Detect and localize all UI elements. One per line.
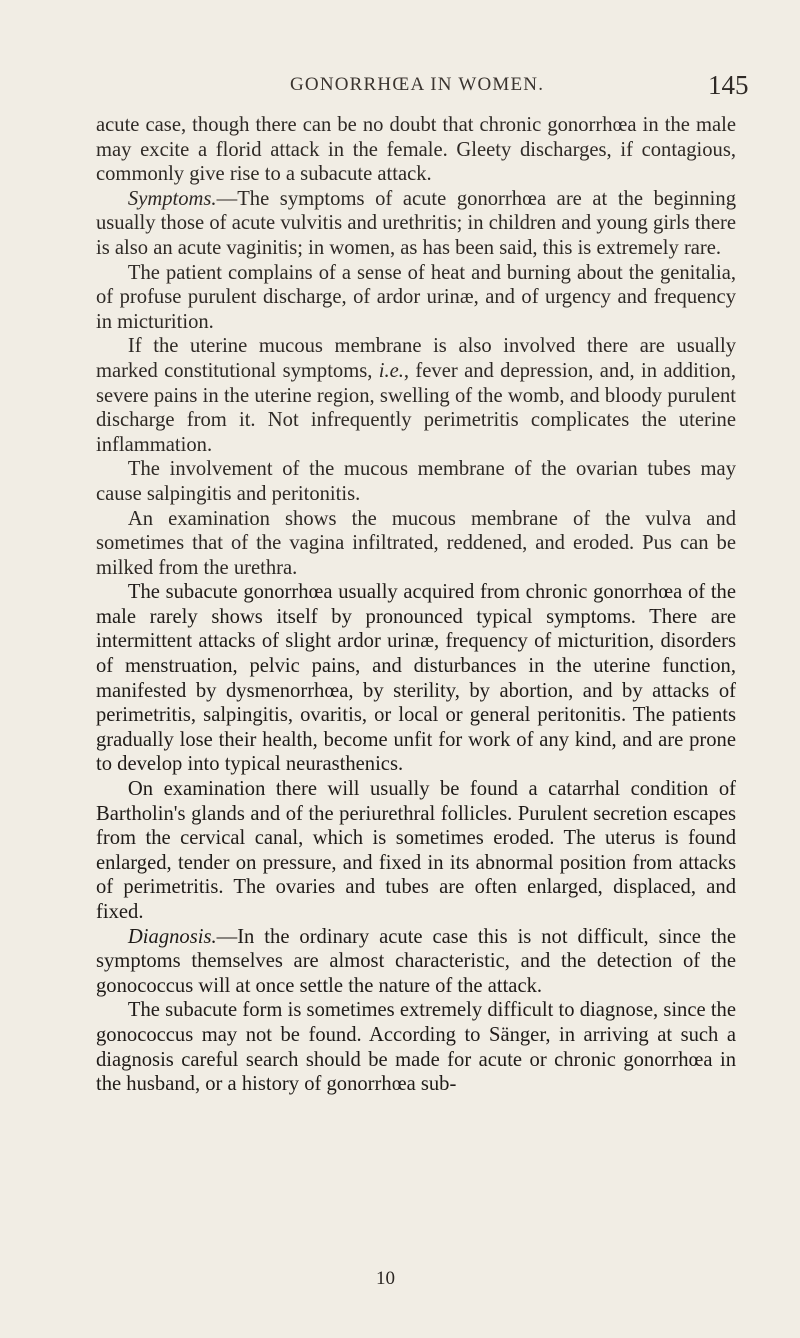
paragraph-text: —The symptoms of acute gonorrhœa are at the beginning usually those of acute vulvitis and urethritis; in children and young girls there is also an acute vaginitis; in women, as has been said, this is extremely rare. [96, 187, 736, 259]
signature-mark: 10 [376, 1268, 395, 1289]
paragraph [96, 187, 736, 261]
paragraph-text: If the uterine mucous membrane is also involved there are usually marked constitutional symptoms, [96, 335, 736, 382]
page-number: 145 [708, 70, 749, 100]
paragraph: The patient complains of a sense of heat and burning about the genitalia, of profuse purulent discharge, of ardor urinæ, and of urgency and frequency in micturition. [96, 261, 736, 333]
running-title: GONORRHŒA IN WOMEN. [290, 74, 545, 95]
page-header [0, 66, 800, 106]
paragraph [96, 334, 736, 457]
paragraph-text: , fever and depression, and, in addition, severe pains in the uterine region, swelling of the womb, and bloody purulent discharge from it. Not infrequently perimetritis complicates the uterine inflammation. [96, 359, 736, 456]
paragraph [96, 925, 736, 999]
paragraph: The subacute form is sometimes extremely difficult to diagnose, since the gonococcus may not be found. According to Sänger, in arriving at such a diagnosis careful search should be made for acute or chronic gonorrhœa in the husband, or a history of gonorrhœa sub- [96, 999, 736, 1096]
paragraph-text: —In the ordinary acute case this is not difficult, since the symptoms themselves are almost characteristic, and the detection of the gonococcus will at once settle the nature of the attack. [96, 925, 736, 997]
section-heading-diagnosis: Diagnosis. [127, 925, 217, 948]
paragraph: The involvement of the mucous membrane of the ovarian tubes may cause salpingitis and peritonitis. [96, 458, 736, 505]
paragraph: On examination there will usually be found a catarrhal condition of Bartholin's glands and of the periurethral follicles. Purulent secretion escapes from the cervical canal, which is sometimes eroded. The uterus is found enlarged, tender on pressure, and fixed in its abnormal position from attacks of perimetritis. The ovaries and tubes are often enlarged, displaced, and fixed. [96, 778, 736, 923]
paragraph: The subacute gonorrhœa usually acquired from chronic gonorrhœa of the male rarely shows itself by pronounced typical symptoms. There are intermittent attacks of slight ardor urinæ, frequency of micturition, disorders of menstruation, pelvic pains, and disturbances in the uterine function, manifested by dysmenorrhœa, by sterility, by abortion, and by attacks of perimetritis, salpingitis, ovaritis, or local or general peritonitis. The patients gradually lose their health, become unfit for work of any kind, and are prone to develop into typical neurasthenics. [96, 581, 736, 776]
paragraph: An examination shows the mucous membrane of the vulva and sometimes that of the vagina infiltrated, reddened, and eroded. Pus can be milked from the urethra. [96, 507, 736, 579]
abbreviation-ie: i.e. [378, 359, 404, 382]
paragraph: acute case, though there can be no doubt that chronic gonorrhœa in the male may excite a florid attack in the female. Gleety discharges, if contagious, commonly give rise to a subacute attack. [96, 114, 736, 186]
body-text [96, 113, 736, 1097]
section-heading-symptoms: Symptoms. [127, 187, 217, 210]
